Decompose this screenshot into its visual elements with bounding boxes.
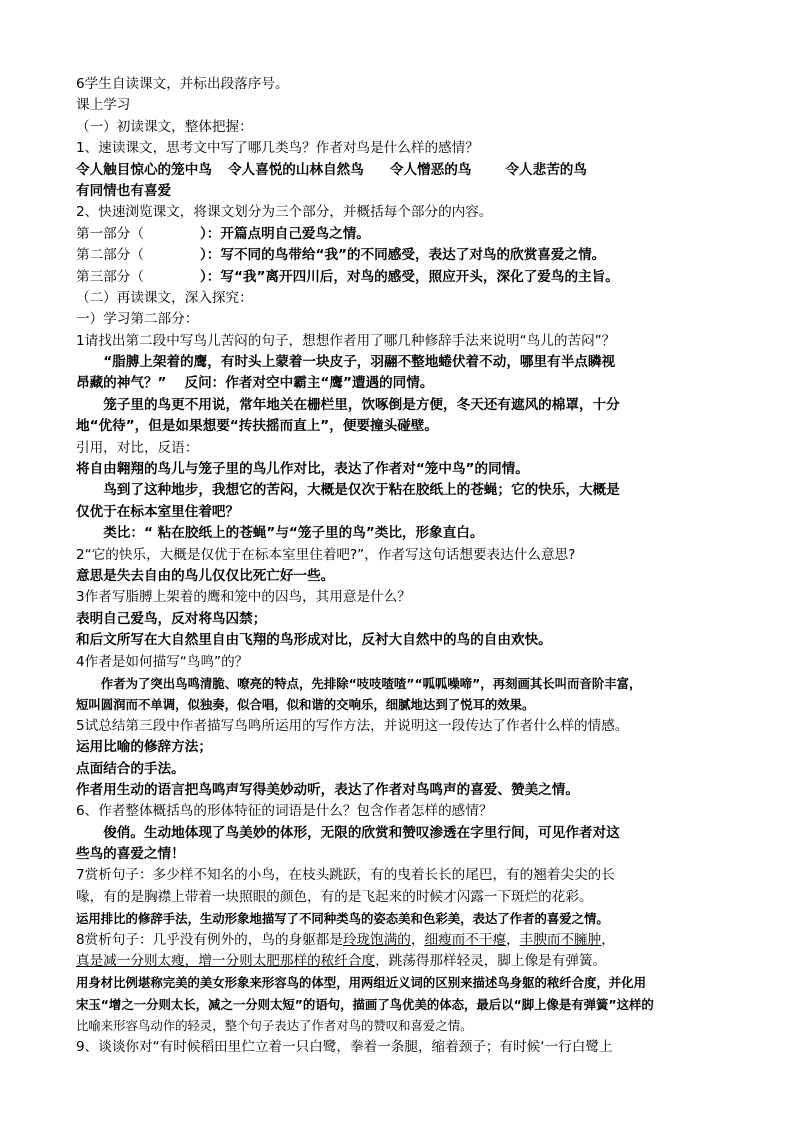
question: 6、作者整体概括鸟的形体特征的词语是什么？包含作者怎样的感情？ bbox=[76, 803, 493, 820]
bird-type-sad: 令人悲苦的鸟 bbox=[505, 161, 587, 178]
answer-line: 些鸟的喜爱之情！ bbox=[76, 846, 185, 863]
bird-type-forest: 令人喜悦的山林自然鸟 bbox=[227, 161, 364, 178]
quote-line: “脂膊上架着的鹰，有时头上蒙着一块皮子，羽翮不整地蜷伏着不动，哪里有半点瞵视 bbox=[103, 354, 616, 371]
answer-line: 运用排比的修辞手法，生动形象地描写了不同种类鸟的姿态美和色彩美，表达了作者的喜爱之情。 bbox=[76, 911, 609, 927]
part-label: 第一部分（ bbox=[76, 225, 144, 242]
question: 7赏析句子：多少样不知名的小鸟，在枝头跳跃，有的曳着长长的尾巴，有的翘着尖尖的长 bbox=[76, 867, 615, 884]
part-summary: ）：写不同的鸟带给“我”的不同感受，表达了对鸟的欣赏喜爱之情。 bbox=[199, 247, 606, 264]
question: 2、快速浏览课文，将课文划分为三个部分，并概括每个部分的内容。 bbox=[76, 204, 493, 221]
question: 4作者是如何描写“鸟鸣”的？ bbox=[76, 653, 249, 670]
document-page bbox=[76, 74, 724, 1058]
question bbox=[76, 930, 724, 951]
underlined-phrase: 玲珑饱满的 bbox=[342, 931, 411, 948]
quote-line: 鸟到了这种地步，我想它的苦闷，大概是仅次于粘在胶纸上的苍蝇；它的快乐，大概是 bbox=[103, 482, 620, 499]
question-text: ，跳荡得那样轻灵，脚上像是有弹簧。 bbox=[375, 953, 607, 970]
answer-line: 短叫圆润而不单调，似独奏，似合唱，似和谐的交响乐，细腻地达到了悦耳的效果。 bbox=[76, 697, 535, 713]
text-line: 6学生自读课文，并标出段落序号。 bbox=[76, 76, 289, 92]
answer-line: 类比：“ 粘在胶纸上的苍蝇”与“笼子里的鸟”类比，形象直白。 bbox=[103, 525, 484, 542]
underlined-phrase: 真是减一分则太瘦，增一分则太肥那样的秾纤合度 bbox=[76, 953, 376, 970]
bird-type-caged: 令人触目惊心的笼中鸟 bbox=[76, 161, 212, 178]
answer-line: 将自由翱翔的鸟儿与笼子里的鸟儿作对比，表达了作者对“笼中鸟”的同情。 bbox=[76, 461, 529, 478]
section-heading: 课上学习 bbox=[76, 97, 131, 114]
part-label: 第三部分（ bbox=[76, 268, 144, 285]
bird-type-hated: 令人憎恶的鸟 bbox=[389, 161, 472, 178]
question-text: ， bbox=[506, 931, 520, 948]
answer-line bbox=[76, 160, 724, 181]
question: 5试总结第三段中作者描写鸟鸣所运用的写作方法，并说明这一段传达了作者什么样的情感。 bbox=[76, 717, 629, 734]
section-heading: （一）初读课文，整体把握： bbox=[76, 118, 253, 135]
section-heading: （二）再读课文，深入探究： bbox=[76, 289, 253, 306]
answer-line: 点面结合的手法。 bbox=[76, 760, 185, 777]
part-summary: ）：开篇点明自己爱鸟之情。 bbox=[199, 225, 370, 242]
answer-line: 俊俏。生动地体现了鸟美妙的体形，无限的欣赏和赞叹渗透在字里行间，可见作者对这 bbox=[103, 824, 620, 841]
question-text: 8赏析句子：几乎没有例外的，鸟的身躯都是 bbox=[76, 931, 343, 948]
answer-line: 作者用生动的语言把鸟鸣声写得美妙动听，表达了作者对鸟鸣声的喜爱、赞美之情。 bbox=[76, 781, 579, 798]
part-summary: ）：写“我”离开四川后，对鸟的感受，照应开头，深化了爱鸟的主旨。 bbox=[199, 268, 619, 285]
part-three-line bbox=[76, 267, 724, 288]
quote-line: 笼子里的鸟更不用说，常年地关在栅栏里，饮啄倒是方便，冬天还有遮风的棉罩，十分 bbox=[103, 396, 620, 413]
section-heading: 一）学习第二部分： bbox=[76, 311, 199, 328]
part-one-line bbox=[76, 224, 724, 245]
question: 1请找出第二段中写鸟儿苦闷的句子，想想作者用了哪几种修辞手法来说明“鸟儿的苦闷”？ bbox=[76, 332, 616, 349]
part-two-line bbox=[76, 245, 724, 266]
quote-line: 仅优于在标本室里住着吧？ bbox=[76, 503, 240, 520]
question: 1、速读课文，思考文中写了哪几类鸟？作者对鸟是什么样的感情？ bbox=[76, 140, 479, 157]
question-text: ， bbox=[410, 931, 425, 948]
question: 喙，有的是胸襟上带着一块照眼的颜色，有的是飞起来的时候才闪露一下斑烂的花彩。 bbox=[76, 888, 593, 905]
answer-line: 有同情也有喜爱 bbox=[76, 182, 172, 199]
question: 9、谈谈你对“有时候稻田里伫立着一只白鹭，拳着一条腿，缩着颈子；有时候‘一行白鹭上 bbox=[76, 1038, 613, 1055]
answer-line: 表明自己爱鸟，反对将鸟囚禁； bbox=[76, 610, 267, 627]
answer-line: 比喻来形容鸟动作的轻灵，整个句子表达了作者对鸟的赞叹和喜爱之情。 bbox=[76, 1018, 473, 1034]
answer-line: 作者为了突出鸟鸣清脆、嘹亮的特点，先排除“吱吱喳喳”“呱呱噪啼”，再刻画其长叫而音阶丰富， bbox=[100, 675, 642, 691]
underlined-phrase: 细瘦而不干瘪 bbox=[424, 931, 507, 948]
question-text: ， bbox=[601, 931, 615, 948]
quote-text: 昂藏的神气？” bbox=[76, 375, 167, 392]
part-label: 第二部分（ bbox=[76, 247, 144, 264]
answer-line: 意思是失去自由的鸟儿仅仅比死亡好一些。 bbox=[76, 567, 335, 584]
answer-line: 和后文所写在大自然里自由飞翔的鸟形成对比，反衬大自然中的鸟的自由欢快。 bbox=[76, 632, 552, 649]
question: 2“它的快乐，大概是仅优于在标本室里住着吧?”，作者写这句话想要表达什么意思? bbox=[76, 546, 576, 563]
underlined-phrase: 丰腴而不臃肿 bbox=[519, 931, 602, 948]
quote-line: 地“优待”，但是如果想要“抟扶摇而直上”，便要撞头碰壁。 bbox=[76, 418, 438, 435]
answer-line: 运用比喻的修辞方法； bbox=[76, 739, 212, 756]
question bbox=[76, 951, 724, 972]
answer-label: 引用，对比，反语： bbox=[76, 439, 199, 456]
answer-line: 用身材比例堪称完美的美女形象来形容鸟的体型，用两组近义词的区别来描述鸟身躯的秾纤合度，并化用 bbox=[76, 975, 646, 991]
answer-text: 反问：作者对空中霸主“鹰”遭遇的同情。 bbox=[184, 375, 434, 392]
quote-line bbox=[76, 373, 724, 394]
answer-line: 宋玉“增之一分则太长，减之一分则太短”的语句，描画了鸟优美的体态，最后以“脚上像是有弹簧”这样的 bbox=[76, 996, 654, 1012]
question: 3作者写脂膊上架着的鹰和笼中的囚鸟，其用意是什么？ bbox=[76, 589, 411, 606]
